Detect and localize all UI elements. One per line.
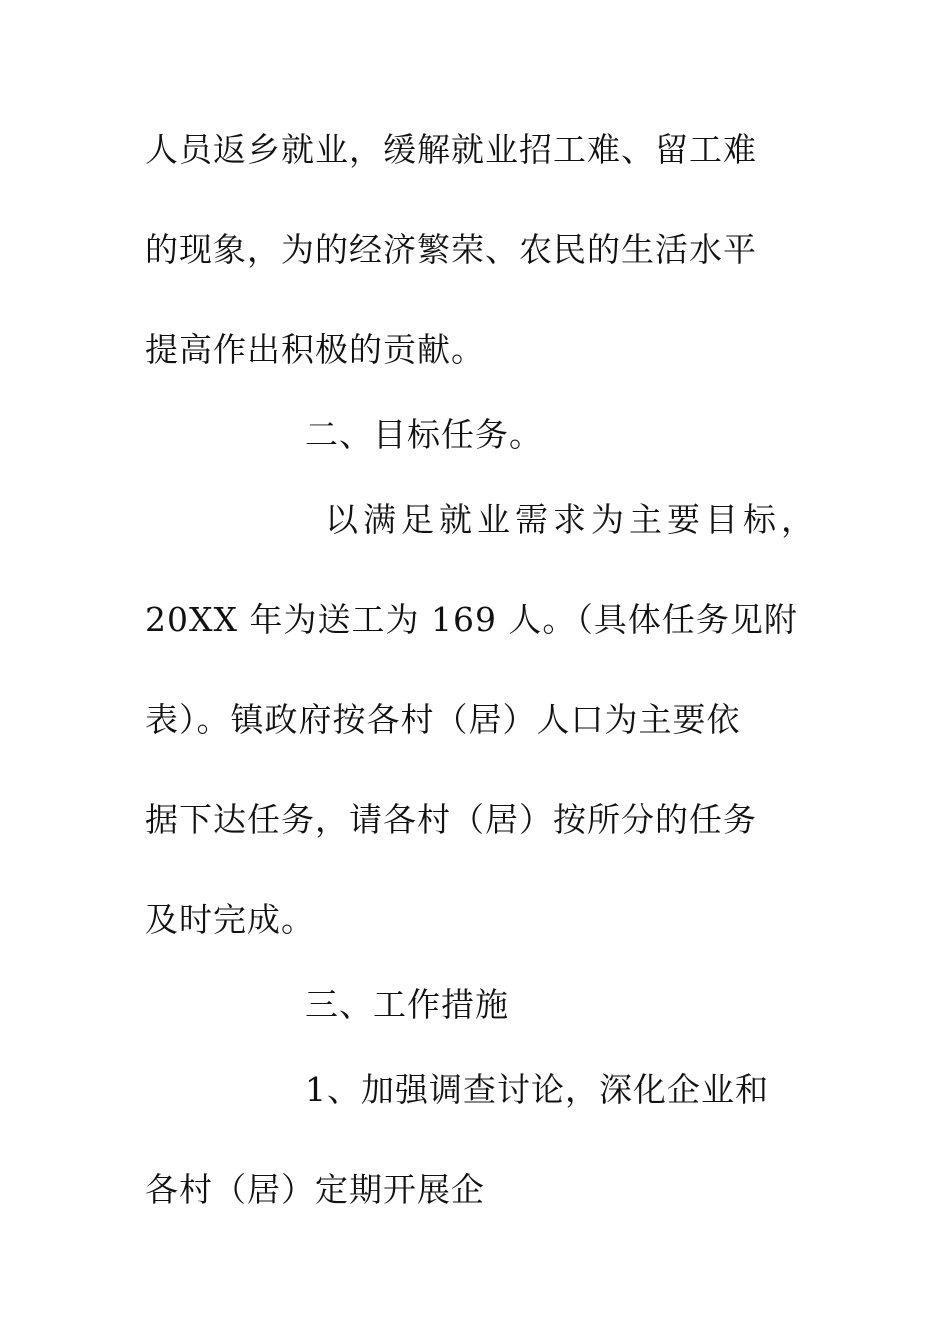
- section-heading-goals: 二、目标任务。: [305, 415, 543, 454]
- paragraph-line: 人员返乡就业，缓解就业招工难、留工难: [145, 130, 757, 169]
- paragraph-line: 及时完成。: [145, 900, 315, 939]
- paragraph-line: 据下达任务，请各村（居）按所分的任务: [145, 800, 757, 839]
- paragraph-line: 1、加强调查讨论，深化企业和: [305, 1070, 769, 1109]
- paragraph-line: 的现象，为的经济繁荣、农民的生活水平: [145, 230, 757, 269]
- section-heading-measures: 三、工作措施: [305, 985, 509, 1024]
- paragraph-line: 各村（居）定期开展企: [145, 1170, 485, 1209]
- paragraph-line: 以满足就业需求为主要目标，: [325, 500, 819, 539]
- paragraph-line: 20XX 年为送工为 169 人。（具体任务见附: [145, 600, 798, 639]
- paragraph-line: 提高作出积极的贡献。: [145, 330, 485, 369]
- paragraph-line: 表）。镇政府按各村（居）人口为主要依: [145, 700, 741, 739]
